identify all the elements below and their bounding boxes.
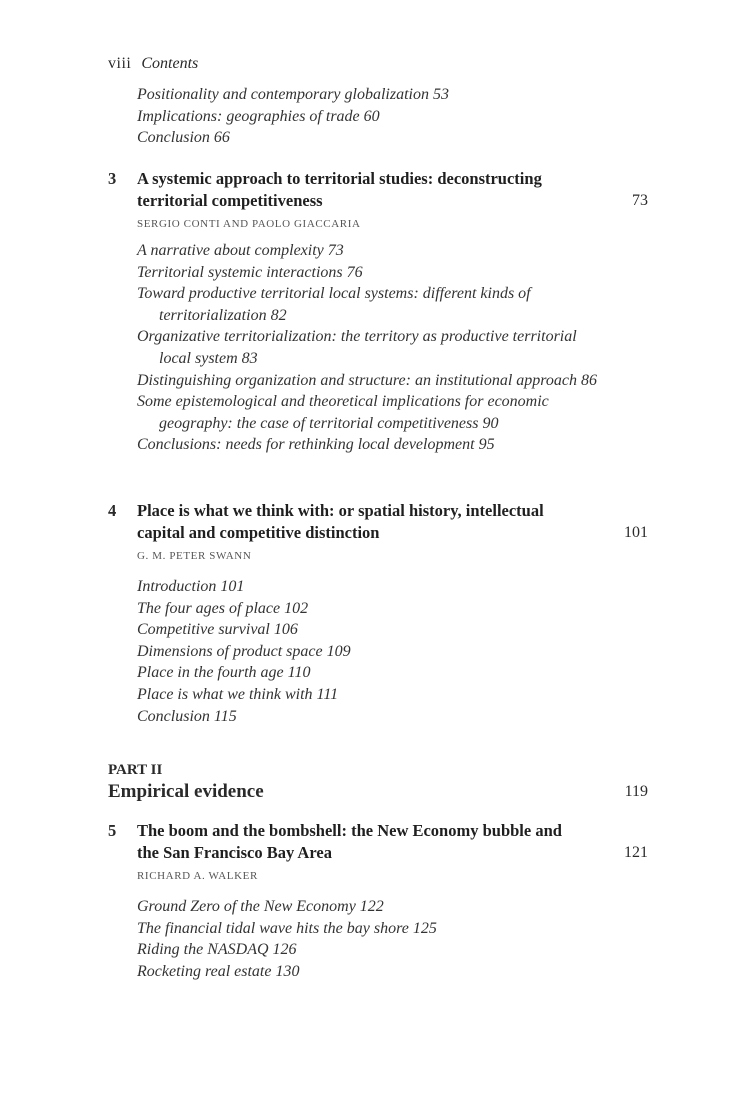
chapter-number: 3 [108,169,117,188]
part-heading [108,760,648,804]
part-page: 119 [624,783,648,800]
toc-entry: Territorial systemic interactions 76 [137,263,363,281]
chapter-author: RICHARD A. WALKER [137,870,258,882]
toc-entry: Some epistemological and theoretical implications for economic geography: the case of territorial competitiveness 90 [137,393,549,432]
toc-entry: Organizative territorialization: the territory as productive territorial local system 83 [137,328,577,367]
toc-entry: Competitive survival 106 [137,621,298,639]
toc-entry: Toward productive territorial local systems: different kinds of territorialization 82 [137,285,531,324]
toc-entry: Riding the NASDAQ 126 [137,941,297,959]
chapter-number: 5 [108,821,117,840]
continued-entries [137,84,617,149]
chapter-entries [137,576,607,727]
toc-entry: Ground Zero of the New Economy 122 [137,898,384,915]
toc-entry: Conclusions: needs for rethinking local development 95 [137,436,495,454]
toc-entry: Place is what we think with 111 [137,685,339,703]
toc-entry: Rocketing real estate 130 [137,962,300,980]
chapter-title: A systemic approach to territorial studies: deconstructing territorial competitiveness [137,169,542,210]
part-title: Empirical evidence [108,781,264,802]
page-number: viii [108,55,132,72]
running-head [108,55,198,73]
toc-entry: Implications: geographies of trade 60 [137,107,380,125]
chapter-title: The boom and the bombshell: the New Economy bubble and the San Francisco Bay Area [137,821,562,862]
toc-entry: Place in the fourth age 110 [137,664,311,682]
chapter-page: 121 [624,844,648,861]
toc-entry: Introduction 101 [137,578,245,595]
chapter-page: 101 [624,524,648,541]
toc-entry: Conclusion 66 [137,129,230,147]
toc-entry: A narrative about complexity 73 [137,242,344,259]
chapter-entries [137,240,607,456]
running-head-title: Contents [141,55,199,72]
chapter-title: Place is what we think with: or spatial history, intellectual capital and competitive distinction [137,501,544,542]
toc-entry: Conclusion 115 [137,707,237,725]
part-label: PART II [108,762,163,778]
chapter-page: 73 [632,192,648,209]
toc-entry: Positionality and contemporary globalization 53 [137,86,449,103]
toc-entry: Dimensions of product space 109 [137,642,351,660]
chapter-author: SERGIO CONTI AND PAOLO GIACCARIA [137,218,361,230]
chapter-number: 4 [108,501,117,520]
chapter-entries [137,896,607,982]
toc-entry: Distinguishing organization and structure: an institutional approach 86 [137,371,598,389]
toc-entry: The four ages of place 102 [137,599,309,617]
chapter-author: G. M. PETER SWANN [137,550,252,562]
toc-entry: The financial tidal wave hits the bay shore 125 [137,919,437,937]
